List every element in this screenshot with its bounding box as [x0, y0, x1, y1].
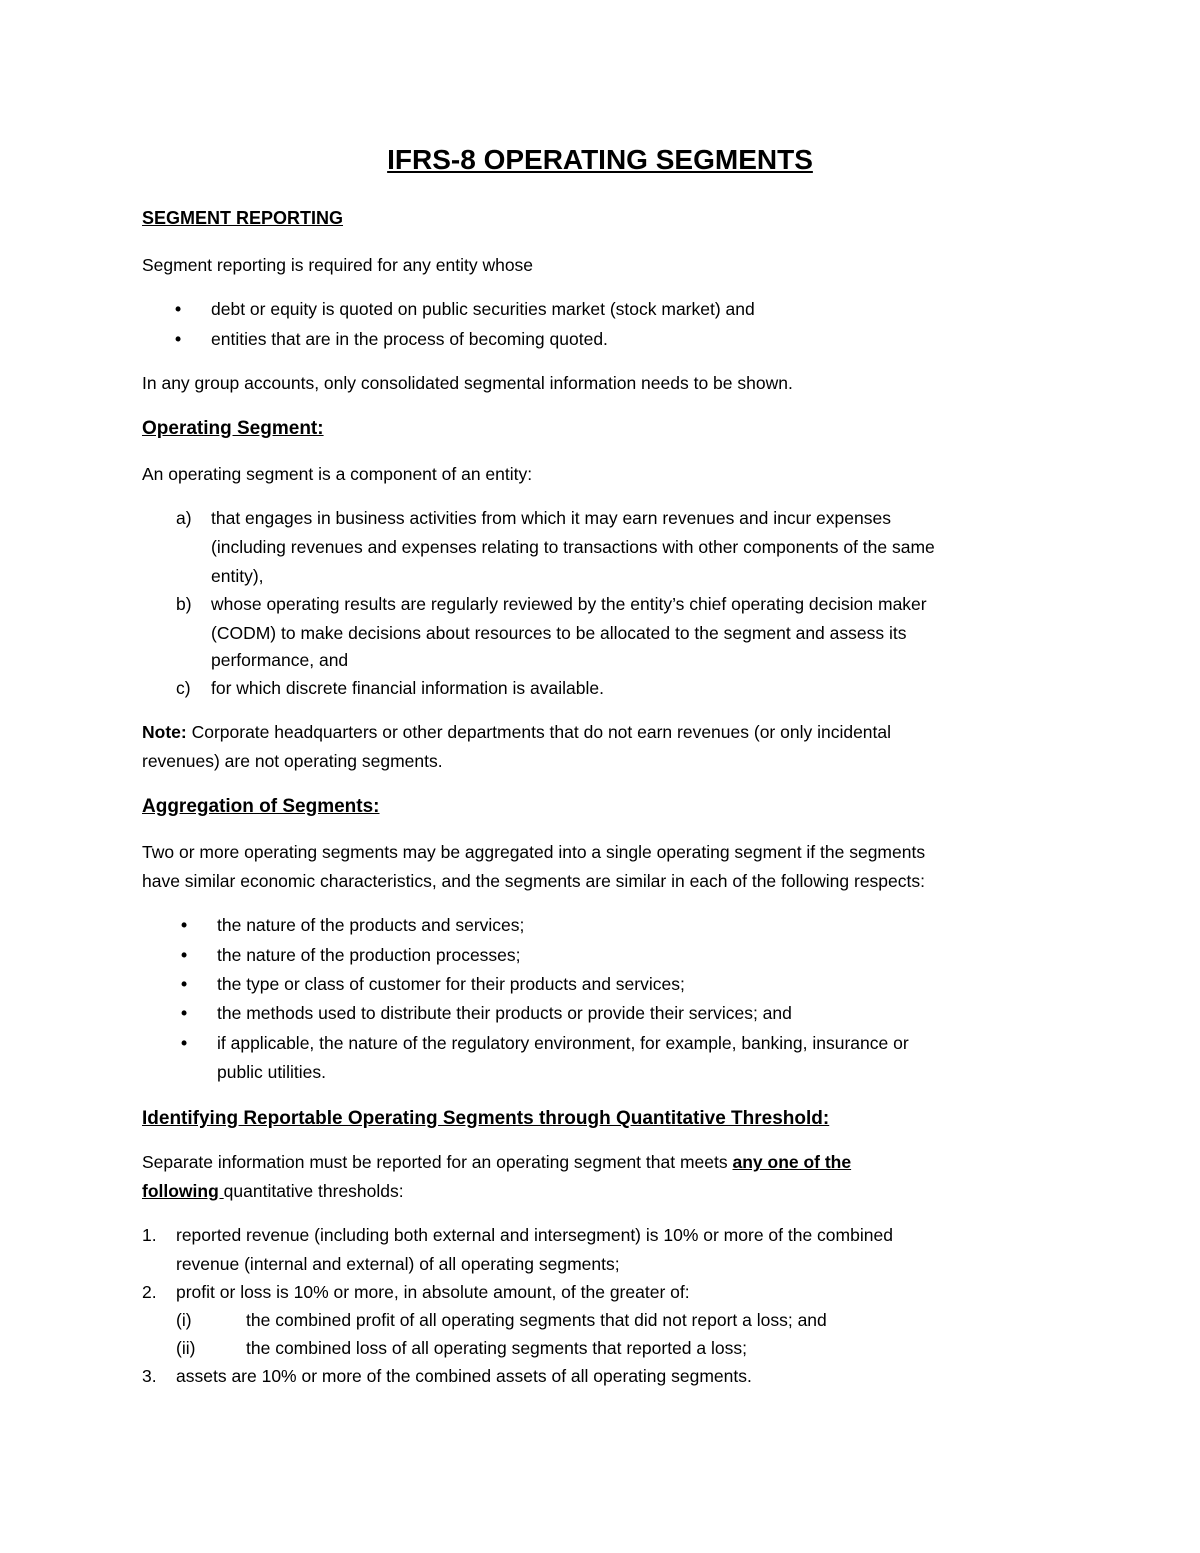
emphasis-following: following [142, 1181, 224, 1201]
section-heading-segment-reporting: SEGMENT REPORTING [142, 208, 344, 228]
list-item: (including revenues and expenses relating to transactions with other components of the same [211, 537, 935, 557]
list-item: • entities that are in the process of becoming quoted. [211, 325, 608, 354]
paragraph-aggregation-cont: have similar economic characteristics, and the segments are similar in each of the following respects: [142, 871, 925, 891]
intro-text: quantitative thresholds: [223, 1181, 404, 1201]
note-label: Note: [142, 722, 187, 742]
list-item: • the nature of the products and services; [217, 911, 524, 940]
list-item: (CODM) to make decisions about resources to be allocated to the segment and assess its [211, 623, 907, 643]
list-item: • the type or class of customer for their products and services; [217, 970, 685, 999]
sublist-item: the combined loss of all operating segments that reported a loss; [246, 1338, 747, 1358]
list-item: • debt or equity is quoted on public securities market (stock market) and [211, 295, 755, 324]
section-heading-thresholds: Identifying Reportable Operating Segments through Quantitative Threshold: [142, 1108, 830, 1129]
list-item: • the methods used to distribute their products or provide their services; and [217, 999, 792, 1028]
list-marker: 2. [142, 1282, 157, 1302]
list-item: assets are 10% or more of the combined assets of all operating segments. [176, 1366, 752, 1386]
list-item: entity), [211, 566, 264, 586]
list-item-cont: public utilities. [217, 1062, 326, 1082]
list-marker: b) [176, 594, 192, 614]
list-marker: a) [176, 508, 192, 528]
list-item: profit or loss is 10% or more, in absolute amount, of the greater of: [176, 1282, 690, 1302]
list-marker: c) [176, 678, 191, 698]
list-marker: 1. [142, 1225, 157, 1245]
sublist-item: the combined profit of all operating segments that did not report a loss; and [246, 1310, 827, 1330]
paragraph-note-cont: revenues) are not operating segments. [142, 751, 443, 771]
list-item: reported revenue (including both external and intersegment) is 10% or more of the combined [176, 1225, 893, 1245]
emphasis-any-one: any one of the [732, 1152, 852, 1172]
list-item: for which discrete financial information is available. [211, 678, 604, 698]
paragraph-segment-intro: Segment reporting is required for any entity whose [142, 255, 534, 275]
page-title: IFRS-8 OPERATING SEGMENTS [387, 144, 813, 175]
intro-text: Separate information must be reported for an operating segment that meets [142, 1152, 733, 1172]
list-item: • the nature of the production processes; [217, 941, 521, 970]
list-item: performance, and [211, 650, 349, 670]
note-text: Corporate headquarters or other departments that do not earn revenues (or only incidental [186, 722, 892, 742]
section-heading-aggregation: Aggregation of Segments: [142, 796, 380, 817]
list-marker: 3. [142, 1366, 157, 1386]
sublist-marker: (ii) [176, 1338, 196, 1358]
paragraph-thresholds-intro-cont [142, 1177, 404, 1206]
section-heading-operating-segment: Operating Segment: [142, 418, 324, 439]
paragraph-group-note: In any group accounts, only consolidated segmental information needs to be shown. [142, 373, 793, 393]
paragraph-note [142, 718, 891, 747]
list-item: whose operating results are regularly reviewed by the entity’s chief operating decision maker [211, 594, 927, 614]
list-item: • if applicable, the nature of the regulatory environment, for example, banking, insurance or [217, 1029, 909, 1058]
sublist-marker: (i) [176, 1310, 192, 1330]
list-item: revenue (internal and external) of all operating segments; [176, 1254, 620, 1274]
paragraph-operating-intro: An operating segment is a component of an entity: [142, 464, 533, 484]
list-item: that engages in business activities from which it may earn revenues and incur expenses [211, 508, 891, 528]
paragraph-thresholds-intro [142, 1148, 851, 1177]
paragraph-aggregation: Two or more operating segments may be aggregated into a single operating segment if the segments [142, 842, 926, 862]
